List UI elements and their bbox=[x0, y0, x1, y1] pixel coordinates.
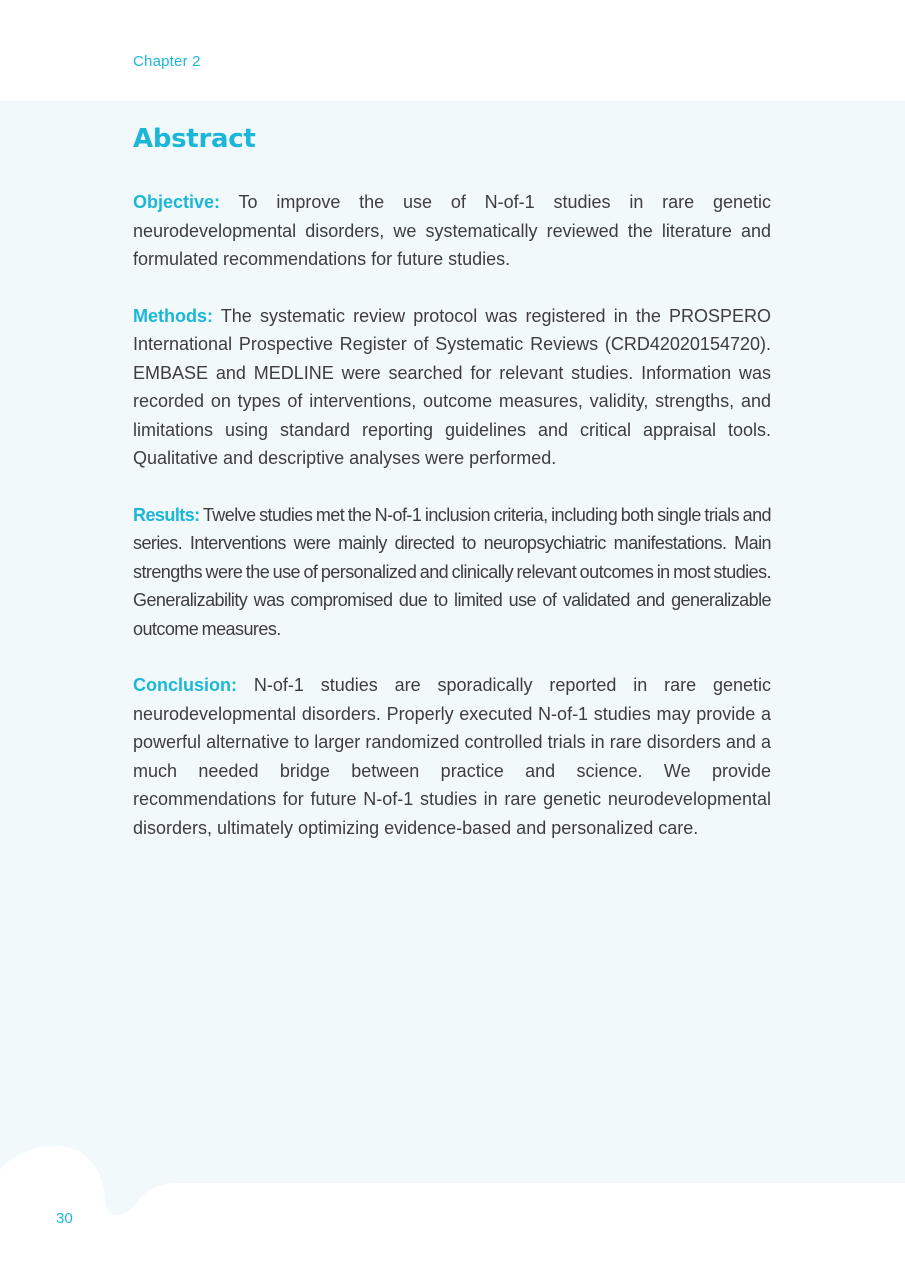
page-number: 30 bbox=[56, 1210, 73, 1227]
objective-section bbox=[133, 188, 771, 274]
objective-text: To improve the use of N-of-1 studies in rare genetic neurodevelopmental disorders, we systematically reviewed the literature and formulated recommendations for future studies. bbox=[133, 192, 771, 269]
results-label: Results: bbox=[133, 504, 200, 525]
methods-section bbox=[133, 302, 771, 473]
chapter-label: Chapter 2 bbox=[133, 53, 201, 70]
abstract-title: Abstract bbox=[133, 124, 256, 154]
methods-text: The systematic review protocol was registered in the PROSPERO International Prospective Register of Systematic Reviews (CRD42020154720). EMBASE and MEDLINE were searched for relevant studies. Information was recorded on types of interventions, outcome measures, validity, strengths, and limitations using standard reporting guidelines and critical appraisal tools. Qualitative and descriptive analyses were performed. bbox=[133, 305, 771, 468]
decorative-wave bbox=[0, 1140, 905, 1280]
objective-label: Objective: bbox=[133, 192, 221, 212]
results-section bbox=[133, 501, 771, 644]
methods-label: Methods: bbox=[133, 305, 213, 326]
conclusion-section bbox=[133, 671, 771, 842]
conclusion-text: N-of-1 studies are sporadically reported in rare genetic neurodevelopmental disorders. Properly executed N-of-1 studies may provide a powerful alternative to larger randomized controlled trials in rare disorders and a much needed bridge between practice and science. We provide recommendations for future N-of-1 studies in rare genetic neurodevelopmental disorders, ultimately optimizing evidence-based and personalized care. bbox=[133, 675, 771, 838]
abstract-body bbox=[133, 188, 771, 870]
conclusion-label: Conclusion: bbox=[133, 675, 237, 695]
results-text: Twelve studies met the N-of-1 inclusion criteria, including both single trials and series. Interventions were mainly directed to neuropsychiatric manifestations. Main strengths were the use of personalized and clinically relevant outcomes in most studies. Generalizability was compromised due to limited use of validated and generalizable outcome measures. bbox=[133, 504, 771, 639]
